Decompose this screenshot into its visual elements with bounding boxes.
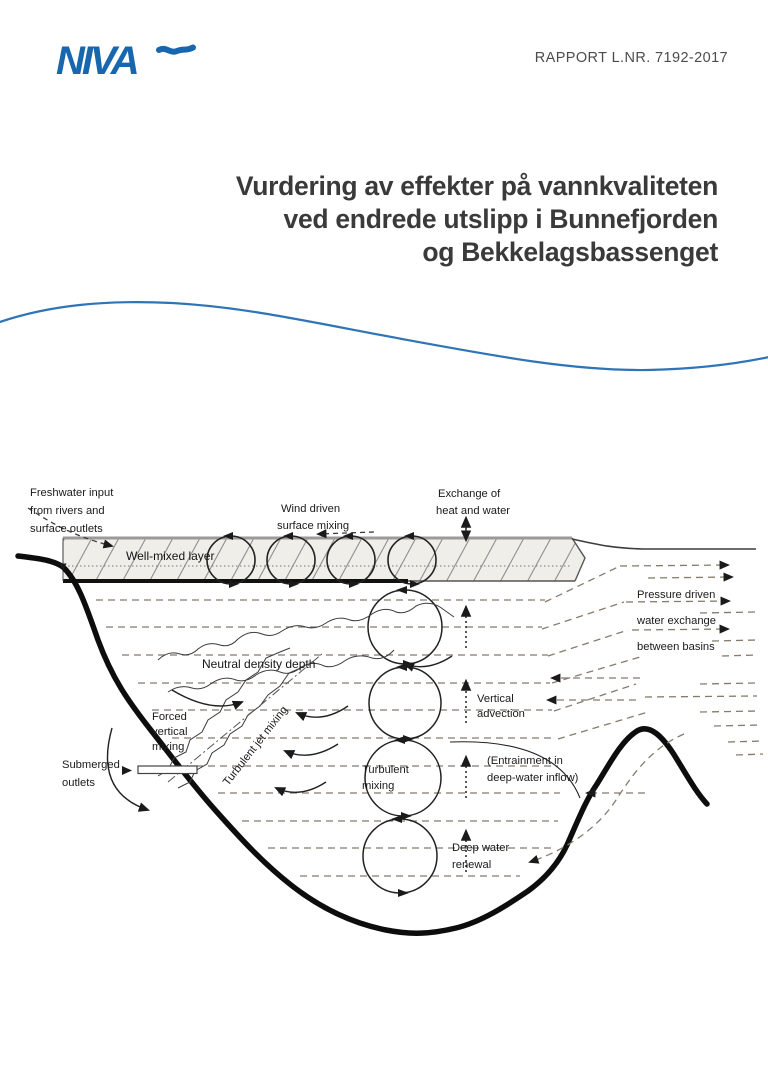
submerged-outlet-pipe	[122, 766, 197, 775]
report-number: RAPPORT L.NR. 7192-2017	[534, 50, 728, 66]
label-wind-driven: surface mixing	[277, 520, 350, 532]
label-freshwater-input: surface outlets	[30, 523, 103, 535]
label-forced-mixing: vertical	[152, 726, 188, 738]
exchange-flow-lines	[530, 565, 763, 862]
neutral-density-squiggle	[158, 603, 454, 692]
wind-arrow	[318, 532, 374, 534]
label-entrainment: (Entrainment in	[487, 755, 563, 767]
niva-logo-swoosh	[159, 48, 193, 52]
label-well-mixed-layer: Well-mixed layer	[126, 549, 215, 563]
label-pressure-exchange: water exchange	[637, 615, 716, 627]
label-turbulent-jet: Turbulent jet mixing	[220, 704, 291, 789]
label-wind-driven: Wind driven	[281, 503, 341, 515]
label-submerged-outlets: outlets	[62, 777, 95, 789]
cover-title	[236, 170, 718, 269]
niva-logo	[56, 40, 196, 86]
label-submerged-outlets: Submerged	[62, 759, 120, 771]
cover-title-line-2: ved endrede utslipp i Bunnefjorden	[283, 203, 718, 234]
label-neutral-density: Neutral density depth	[202, 657, 316, 671]
label-deep-water-renewal: renewal	[452, 859, 492, 871]
cover-title-line-3: og Bekkelagsbassenget	[422, 236, 718, 267]
sea-surface-line	[572, 539, 756, 549]
label-vertical-advection: Vertical	[477, 693, 514, 705]
label-heat-exchange: Exchange of	[438, 488, 501, 500]
niva-logo-mark	[56, 40, 193, 83]
cover-title-line-1: Vurdering av effekter på vannkvaliteten	[235, 171, 718, 201]
density-layer-lines	[96, 600, 560, 876]
label-freshwater-input: Freshwater input	[30, 487, 114, 499]
label-entrainment: deep-water inflow)	[487, 772, 579, 784]
label-forced-mixing: Forced	[152, 711, 187, 723]
label-freshwater-input: from rivers and	[30, 505, 105, 517]
label-vertical-advection: advection	[477, 708, 525, 720]
fjord-mixing-diagram	[0, 462, 768, 1042]
label-pressure-exchange: between basins	[637, 641, 715, 653]
label-heat-exchange: heat and water	[436, 505, 511, 517]
label-turbulent-mixing: mixing	[362, 780, 395, 792]
label-turbulent-mixing: Turbulent	[362, 764, 409, 776]
label-pressure-exchange: Pressure driven	[637, 589, 716, 601]
wave-line	[0, 302, 768, 370]
cover-wave	[0, 290, 768, 386]
deep-eddies	[363, 586, 442, 897]
label-forced-mixing: mixing	[152, 741, 185, 753]
niva-logo-text: NIVA	[56, 40, 137, 83]
label-deep-water-renewal: Deep water	[452, 842, 510, 854]
